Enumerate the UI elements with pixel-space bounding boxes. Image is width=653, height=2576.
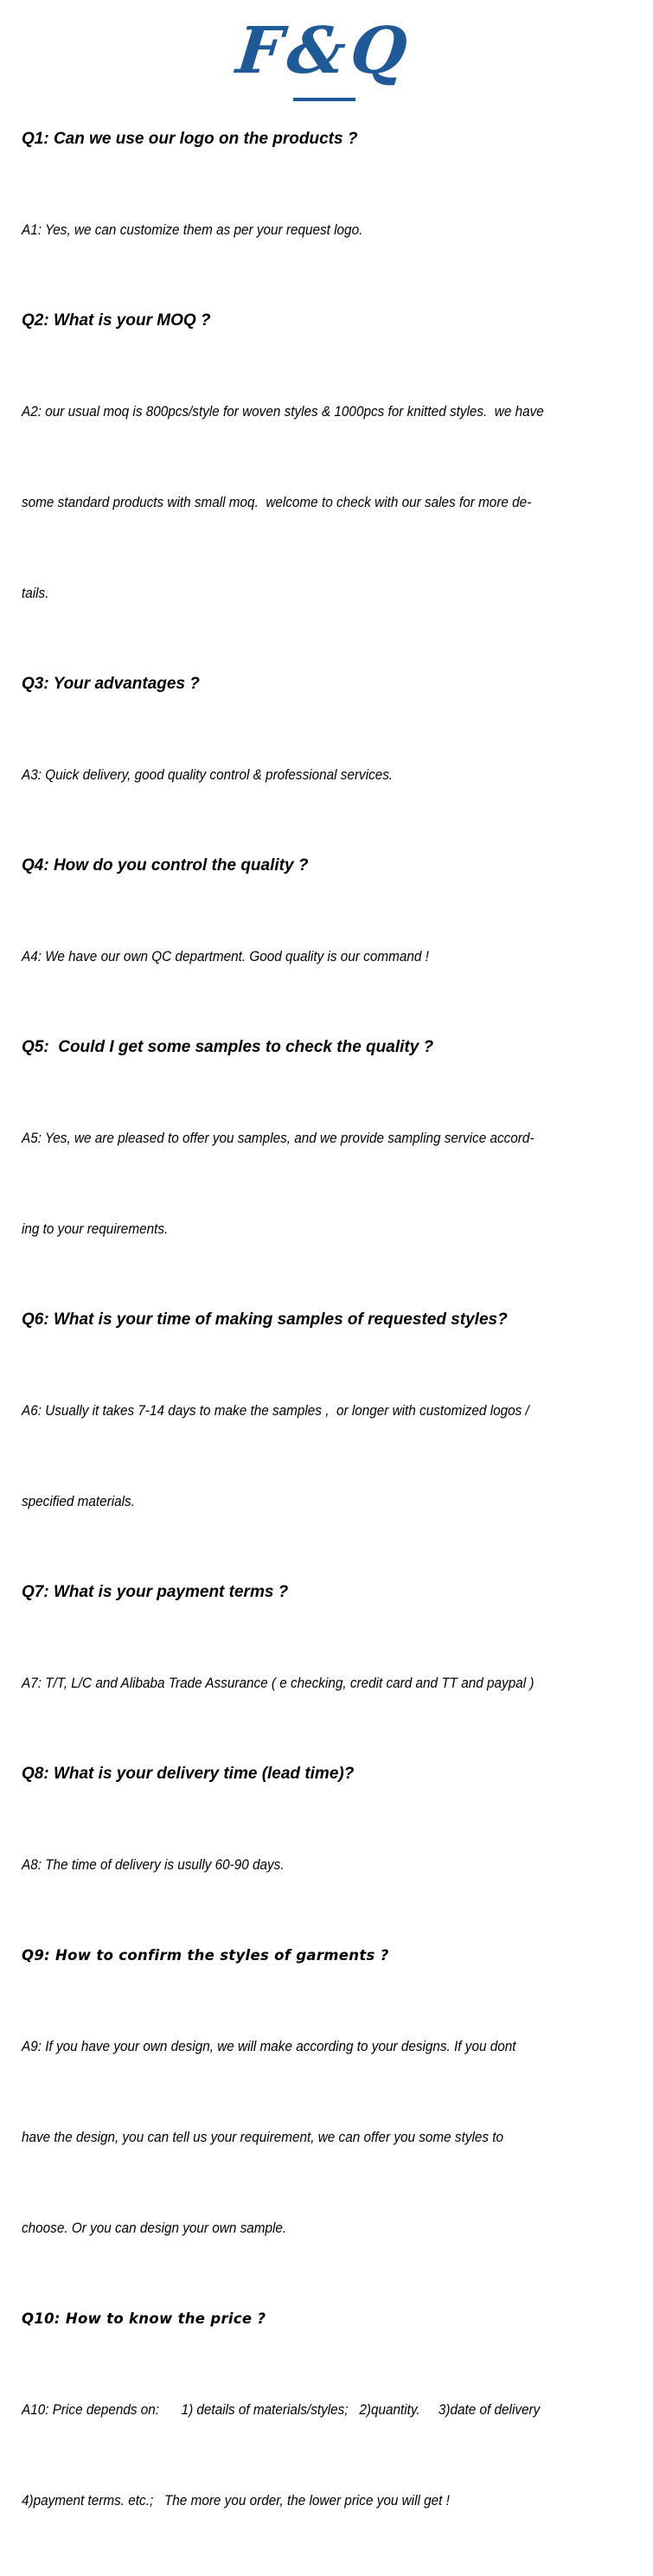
answer-2 [22, 336, 636, 669]
faq-item-9 [22, 1940, 636, 2304]
answer-4-line-1: A4: We have our own QC department. Good quality is our command ! [22, 948, 429, 964]
faq-item-6 [22, 1304, 636, 1577]
title-underline [293, 98, 355, 101]
answer-3-line-1: A3: Quick delivery, good quality control & professional services. [22, 766, 394, 783]
question-9: Q9: How to confirm the styles of garments ? [22, 1947, 389, 1964]
answer-10 [22, 2334, 636, 2576]
answer-5 [22, 1062, 636, 1304]
question-3: Q3: Your advantages ? [22, 675, 200, 693]
faq-item-7 [22, 1577, 636, 1759]
answer-9-line-1: A9: If you have your own design, we will make according to your designs. If you dont [22, 2038, 516, 2054]
answer-3 [22, 699, 636, 850]
answer-1-line-1: A1: Yes, we can customize them as per your request logo. [22, 221, 363, 238]
question-2: Q2: What is your MOQ ? [22, 311, 211, 330]
faq-item-4 [22, 850, 636, 1032]
faq-item-5 [22, 1032, 636, 1304]
answer-8 [22, 1789, 636, 1940]
header [0, 0, 649, 108]
question-4: Q4: How do you control the quality ? [22, 856, 309, 875]
question-8: Q8: What is your delivery time (lead time)? [22, 1765, 355, 1783]
answer-6-line-2: specified materials. [22, 1493, 135, 1509]
answer-6-line-1: A6: Usually it takes 7-14 days to make the samples , or longer with customized logos / [22, 1402, 529, 1419]
faq-item-2 [22, 305, 636, 669]
answer-10-line-2: 4)payment terms. etc.; The more you order, the lower price you will get ! [22, 2492, 450, 2509]
question-7: Q7: What is your payment terms ? [22, 1583, 289, 1601]
answer-8-line-1: A8: The time of delivery is usully 60-90 days. [22, 1856, 285, 1873]
answer-1 [22, 154, 636, 305]
answer-9-line-2: have the design, you can tell us your requirement, we can offer you some styles to [22, 2129, 504, 2145]
question-1: Q1: Can we use our logo on the products ? [22, 130, 358, 148]
answer-10-line-1: A10: Price depends on: 1) details of materials/styles; 2)quantity. 3)date of delivery [22, 2401, 541, 2418]
answer-9-line-3: choose. Or you can design your own sample. [22, 2220, 287, 2236]
answer-4 [22, 881, 636, 1032]
answer-2-line-3: tails. [22, 585, 49, 601]
answer-9 [22, 1970, 636, 2304]
answer-7 [22, 1607, 636, 1759]
answer-5-line-1: A5: Yes, we are pleased to offer you samples, and we provide sampling service accord- [22, 1130, 535, 1146]
faq-item-1 [22, 124, 636, 305]
answer-6 [22, 1335, 636, 1577]
faq-item-10 [22, 2304, 636, 2576]
question-6: Q6: What is your time of making samples of requested styles? [22, 1310, 508, 1329]
answer-5-line-2: ing to your requirements. [22, 1221, 169, 1237]
page-title: F&Q [233, 14, 416, 88]
question-5: Q5: Could I get some samples to check the quality ? [22, 1038, 434, 1056]
answer-7-line-1: A7: T/T, L/C and Alibaba Trade Assurance ( e checking, credit card and TT and paypal ) [22, 1675, 535, 1691]
faq-item-8 [22, 1759, 636, 1940]
faq-item-3 [22, 669, 636, 850]
question-10: Q10: How to know the price ? [22, 2310, 266, 2327]
faq-list [22, 124, 636, 2576]
answer-2-line-2: some standard products with small moq. welcome to check with our sales for more de- [22, 494, 532, 510]
answer-2-line-1: A2: our usual moq is 800pcs/style for woven styles & 1000pcs for knitted styles. we have [22, 403, 544, 420]
